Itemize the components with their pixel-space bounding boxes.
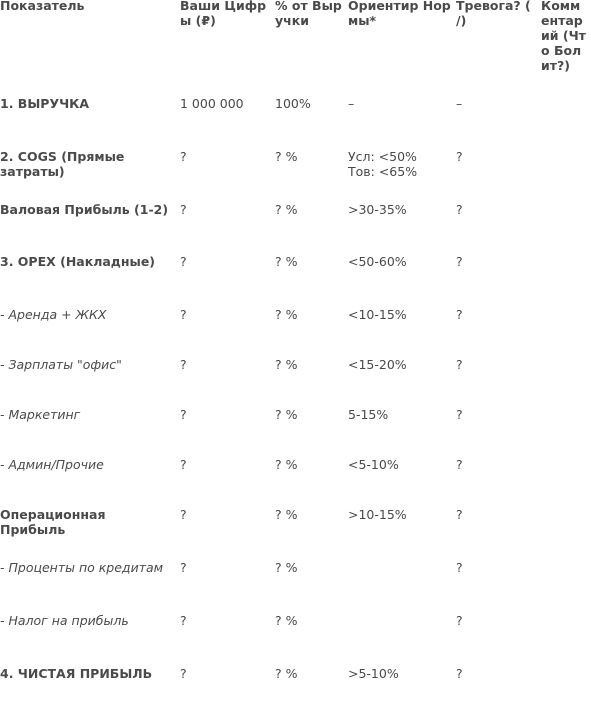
row-value: ? bbox=[180, 613, 187, 628]
table-row bbox=[0, 96, 591, 149]
row-comment bbox=[541, 202, 591, 254]
row-value: ? bbox=[180, 666, 187, 681]
table-row bbox=[0, 307, 591, 357]
row-alarm: ? bbox=[456, 307, 463, 322]
row-comment bbox=[541, 457, 591, 507]
row-value: ? bbox=[180, 507, 187, 522]
row-percent: ? % bbox=[275, 202, 298, 217]
row-comment bbox=[541, 307, 591, 357]
row-norm: Усл: <50% Тов: <65% bbox=[348, 149, 418, 179]
row-indicator: - Налог на прибыль bbox=[0, 613, 129, 628]
row-value: ? bbox=[180, 357, 187, 372]
table-body bbox=[0, 96, 591, 716]
row-norm: >30-35% bbox=[348, 202, 407, 217]
row-indicator: 1. ВЫРУЧКА bbox=[0, 96, 90, 111]
table-row bbox=[0, 613, 591, 666]
row-percent: ? % bbox=[275, 457, 298, 472]
header-row bbox=[0, 0, 591, 96]
row-alarm: ? bbox=[456, 202, 463, 217]
header-norm-benchmark: Ориентир Нормы* bbox=[348, 0, 451, 28]
row-percent: ? % bbox=[275, 149, 298, 164]
row-value: ? bbox=[180, 457, 187, 472]
header-alarm: Тревога? ( /) bbox=[456, 0, 531, 28]
row-alarm: – bbox=[456, 96, 463, 111]
row-indicator: - Аренда + ЖКХ bbox=[0, 307, 107, 322]
row-comment bbox=[541, 149, 591, 202]
row-percent: ? % bbox=[275, 666, 298, 681]
row-norm bbox=[348, 613, 456, 666]
row-comment bbox=[541, 96, 591, 149]
row-comment bbox=[541, 357, 591, 407]
row-alarm: ? bbox=[456, 560, 463, 575]
row-norm: <15-20% bbox=[348, 357, 407, 372]
row-norm: <5-10% bbox=[348, 457, 399, 472]
header-your-figures: Ваши Цифры (₽) bbox=[180, 0, 267, 28]
table-row bbox=[0, 202, 591, 254]
row-value: ? bbox=[180, 307, 187, 322]
row-norm: – bbox=[348, 96, 355, 111]
row-percent: ? % bbox=[275, 407, 298, 422]
row-alarm: ? bbox=[456, 666, 463, 681]
row-value: ? bbox=[180, 560, 187, 575]
row-alarm: ? bbox=[456, 613, 463, 628]
row-alarm: ? bbox=[456, 507, 463, 522]
row-comment bbox=[541, 613, 591, 666]
header-percent-of-revenue: % от Выручки bbox=[275, 0, 342, 28]
row-indicator: Операционная Прибыль bbox=[0, 507, 106, 537]
row-alarm: ? bbox=[456, 457, 463, 472]
row-indicator: - Проценты по кредитам bbox=[0, 560, 164, 575]
row-indicator: 3. OPEX (Накладные) bbox=[0, 254, 156, 269]
row-norm bbox=[348, 560, 456, 613]
row-value: 1 000 000 bbox=[180, 96, 244, 111]
row-indicator: - Админ/Прочие bbox=[0, 457, 104, 472]
table-row bbox=[0, 149, 591, 202]
row-percent: ? % bbox=[275, 507, 298, 522]
table-row bbox=[0, 560, 591, 613]
row-indicator: Валовая Прибыль (1-2) bbox=[0, 202, 169, 217]
row-percent: ? % bbox=[275, 254, 298, 269]
row-indicator: - Маркетинг bbox=[0, 407, 81, 422]
table-row bbox=[0, 357, 591, 407]
row-alarm: ? bbox=[456, 254, 463, 269]
row-indicator: - Зарплаты "офис" bbox=[0, 357, 122, 372]
table-row bbox=[0, 407, 591, 457]
row-indicator: 2. COGS (Прямые затраты) bbox=[0, 149, 125, 179]
row-value: ? bbox=[180, 407, 187, 422]
row-comment bbox=[541, 507, 591, 560]
row-norm: <10-15% bbox=[348, 307, 407, 322]
table-row bbox=[0, 457, 591, 507]
header-indicator: Показатель bbox=[0, 0, 85, 13]
row-alarm: ? bbox=[456, 149, 463, 164]
row-percent: ? % bbox=[275, 307, 298, 322]
row-norm: <50-60% bbox=[348, 254, 407, 269]
row-value: ? bbox=[180, 254, 187, 269]
header-comment: Комментарий (Что Болит?) bbox=[541, 0, 586, 73]
row-value: ? bbox=[180, 202, 187, 217]
table-header bbox=[0, 0, 591, 96]
table-row bbox=[0, 254, 591, 307]
row-norm: >10-15% bbox=[348, 507, 407, 522]
row-percent: ? % bbox=[275, 613, 298, 628]
row-norm: 5-15% bbox=[348, 407, 389, 422]
row-percent: ? % bbox=[275, 560, 298, 575]
row-percent: 100% bbox=[275, 96, 311, 111]
row-value: ? bbox=[180, 149, 187, 164]
row-comment bbox=[541, 254, 591, 307]
row-comment bbox=[541, 407, 591, 457]
row-indicator: 4. ЧИСТАЯ ПРИБЫЛЬ bbox=[0, 666, 153, 681]
row-alarm: ? bbox=[456, 357, 463, 372]
row-norm: >5-10% bbox=[348, 666, 399, 681]
row-comment bbox=[541, 560, 591, 613]
table-row bbox=[0, 507, 591, 560]
row-percent: ? % bbox=[275, 357, 298, 372]
row-alarm: ? bbox=[456, 407, 463, 422]
